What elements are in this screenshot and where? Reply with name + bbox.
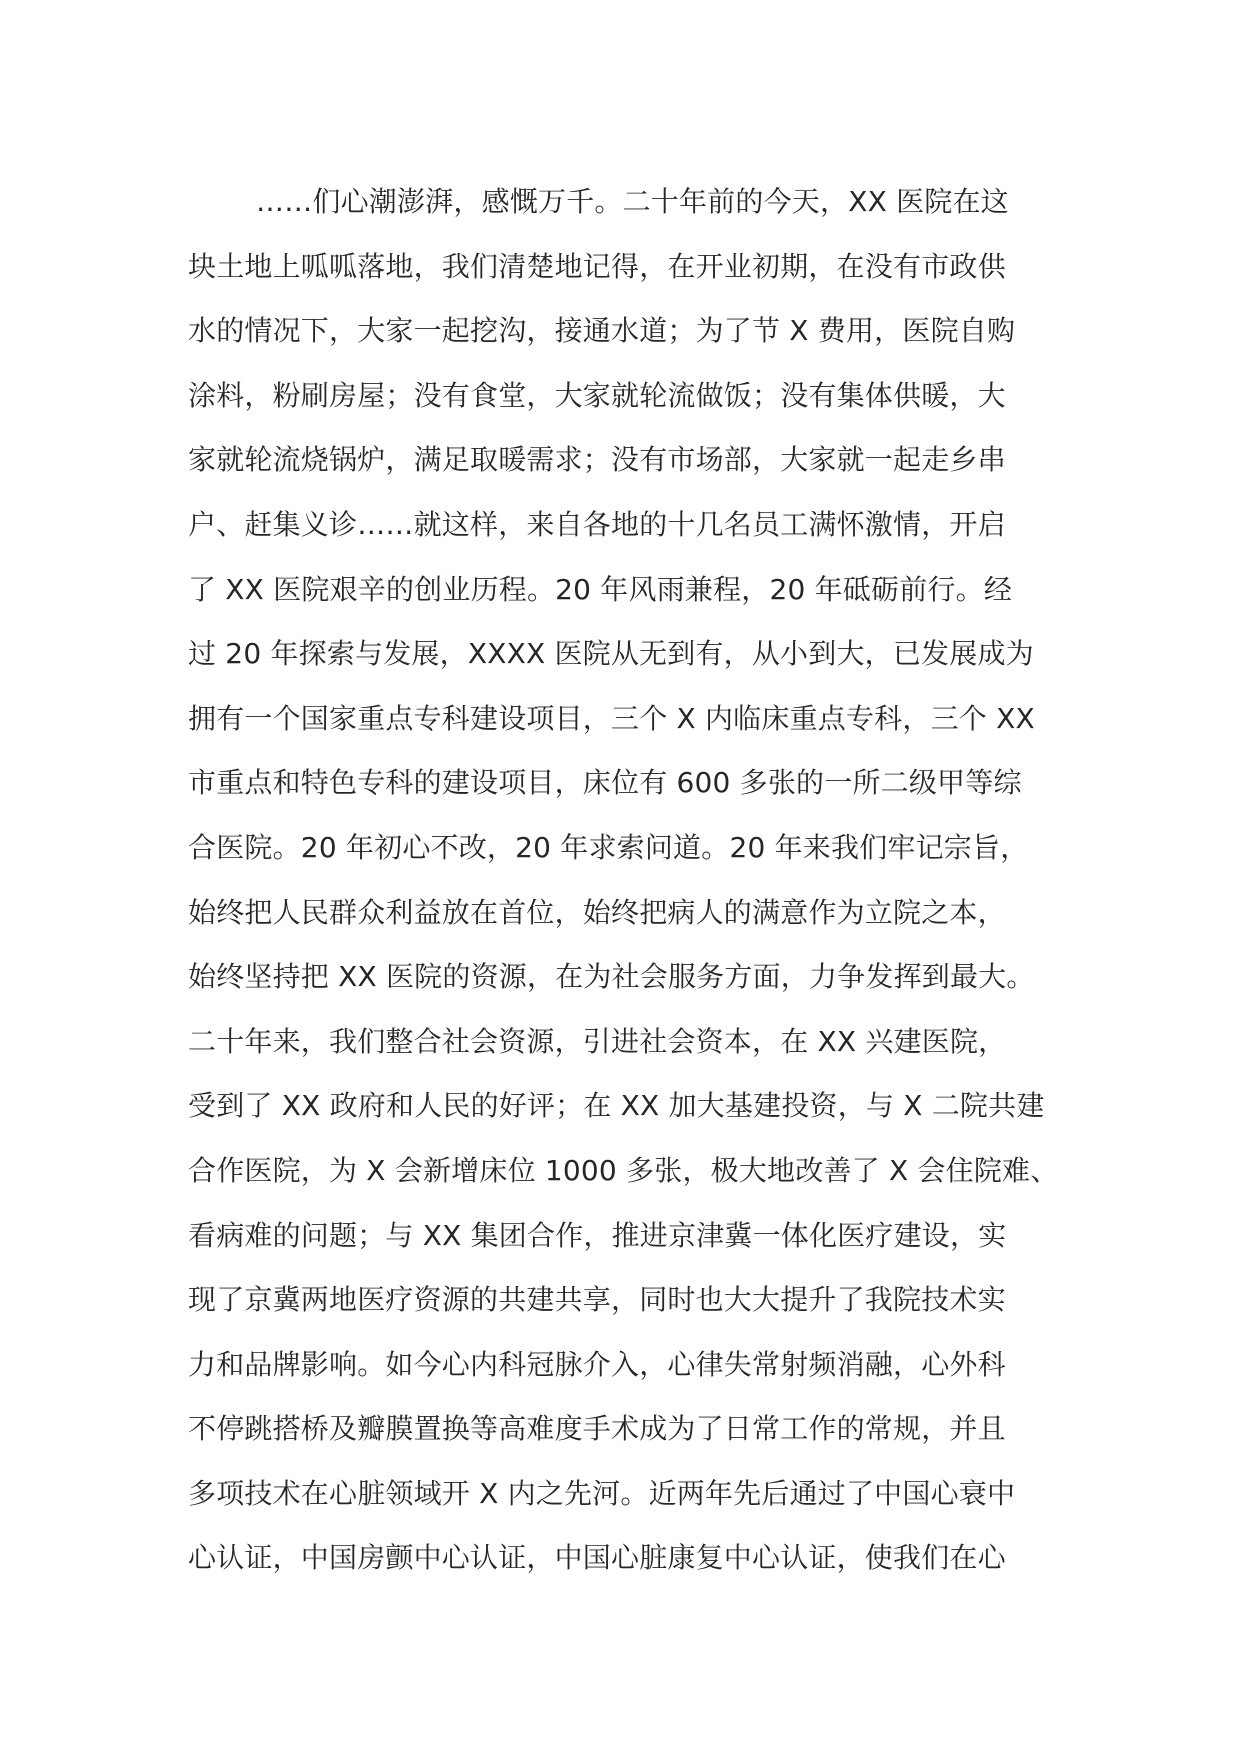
text-line: 水的情况下，大家一起挖沟，接通水道；为了节 X 费用，医院自购 <box>188 314 1016 348</box>
text-line: 市重点和特色专科的建设项目，床位有 600 多张的一所二级甲等综 <box>188 766 1022 800</box>
text-line: 二十年来，我们整合社会资源，引进社会资本，在 XX 兴建医院， <box>188 1024 1007 1058</box>
body-paragraph <box>188 170 1068 1591</box>
text-line: 心认证，中国房颤中心认证，中国心脏康复中心认证，使我们在心 <box>188 1541 1006 1575</box>
text-line: 户、赶集义诊……就这样，来自各地的十几名员工满怀激情，开启 <box>188 507 1006 541</box>
text-line: 涂料，粉刷房屋；没有食堂，大家就轮流做饭；没有集体供暖，大 <box>188 378 1006 412</box>
text-line: 看病难的问题；与 XX 集团合作，推进京津冀一体化医疗建设，实 <box>188 1218 1007 1252</box>
text-line: 始终把人民群众利益放在首位，始终把病人的满意作为立院之本， <box>188 895 1006 929</box>
text-line: ……们心潮澎湃，感慨万千。二十年前的今天，XX 医院在这 <box>256 185 1009 218</box>
text-line: 拥有一个国家重点专科建设项目，三个 X 内临床重点专科，三个 XX <box>188 701 1035 735</box>
text-line: 力和品牌影响。如今心内科冠脉介入，心律失常射频消融，心外科 <box>188 1347 1006 1381</box>
text-line: 现了京冀两地医疗资源的共建共享，同时也大大提升了我院技术实 <box>188 1283 1006 1317</box>
text-line: 始终坚持把 XX 医院的资源，在为社会服务方面，力争发挥到最大。 <box>188 960 1035 994</box>
text-line: 受到了 XX 政府和人民的好评；在 XX 加大基建投资，与 X 二院共建 <box>188 1089 1045 1123</box>
text-line: 家就轮流烧锅炉，满足取暖需求；没有市场部，大家就一起走乡串 <box>188 443 1006 477</box>
text-line: 过 20 年探索与发展，XXXX 医院从无到有，从小到大，已发展成为 <box>188 637 1034 671</box>
text-line: 合作医院，为 X 会新增床位 1000 多张，极大地改善了 X 会住院难、 <box>188 1153 1059 1187</box>
text-line: 块土地上呱呱落地，我们清楚地记得，在开业初期，在没有市政供 <box>188 249 1006 283</box>
text-line: 不停跳搭桥及瓣膜置换等高难度手术成为了日常工作的常规，并且 <box>188 1412 1006 1446</box>
text-line: 了 XX 医院艰辛的创业历程。20 年风雨兼程，20 年砥砺前行。经 <box>188 572 1013 606</box>
text-line: 多项技术在心脏领域开 X 内之先河。近两年先后通过了中国心衰中 <box>188 1476 1016 1510</box>
text-line: 合医院。20 年初心不改，20 年求索问道。20 年来我们牢记宗旨， <box>188 830 1029 864</box>
